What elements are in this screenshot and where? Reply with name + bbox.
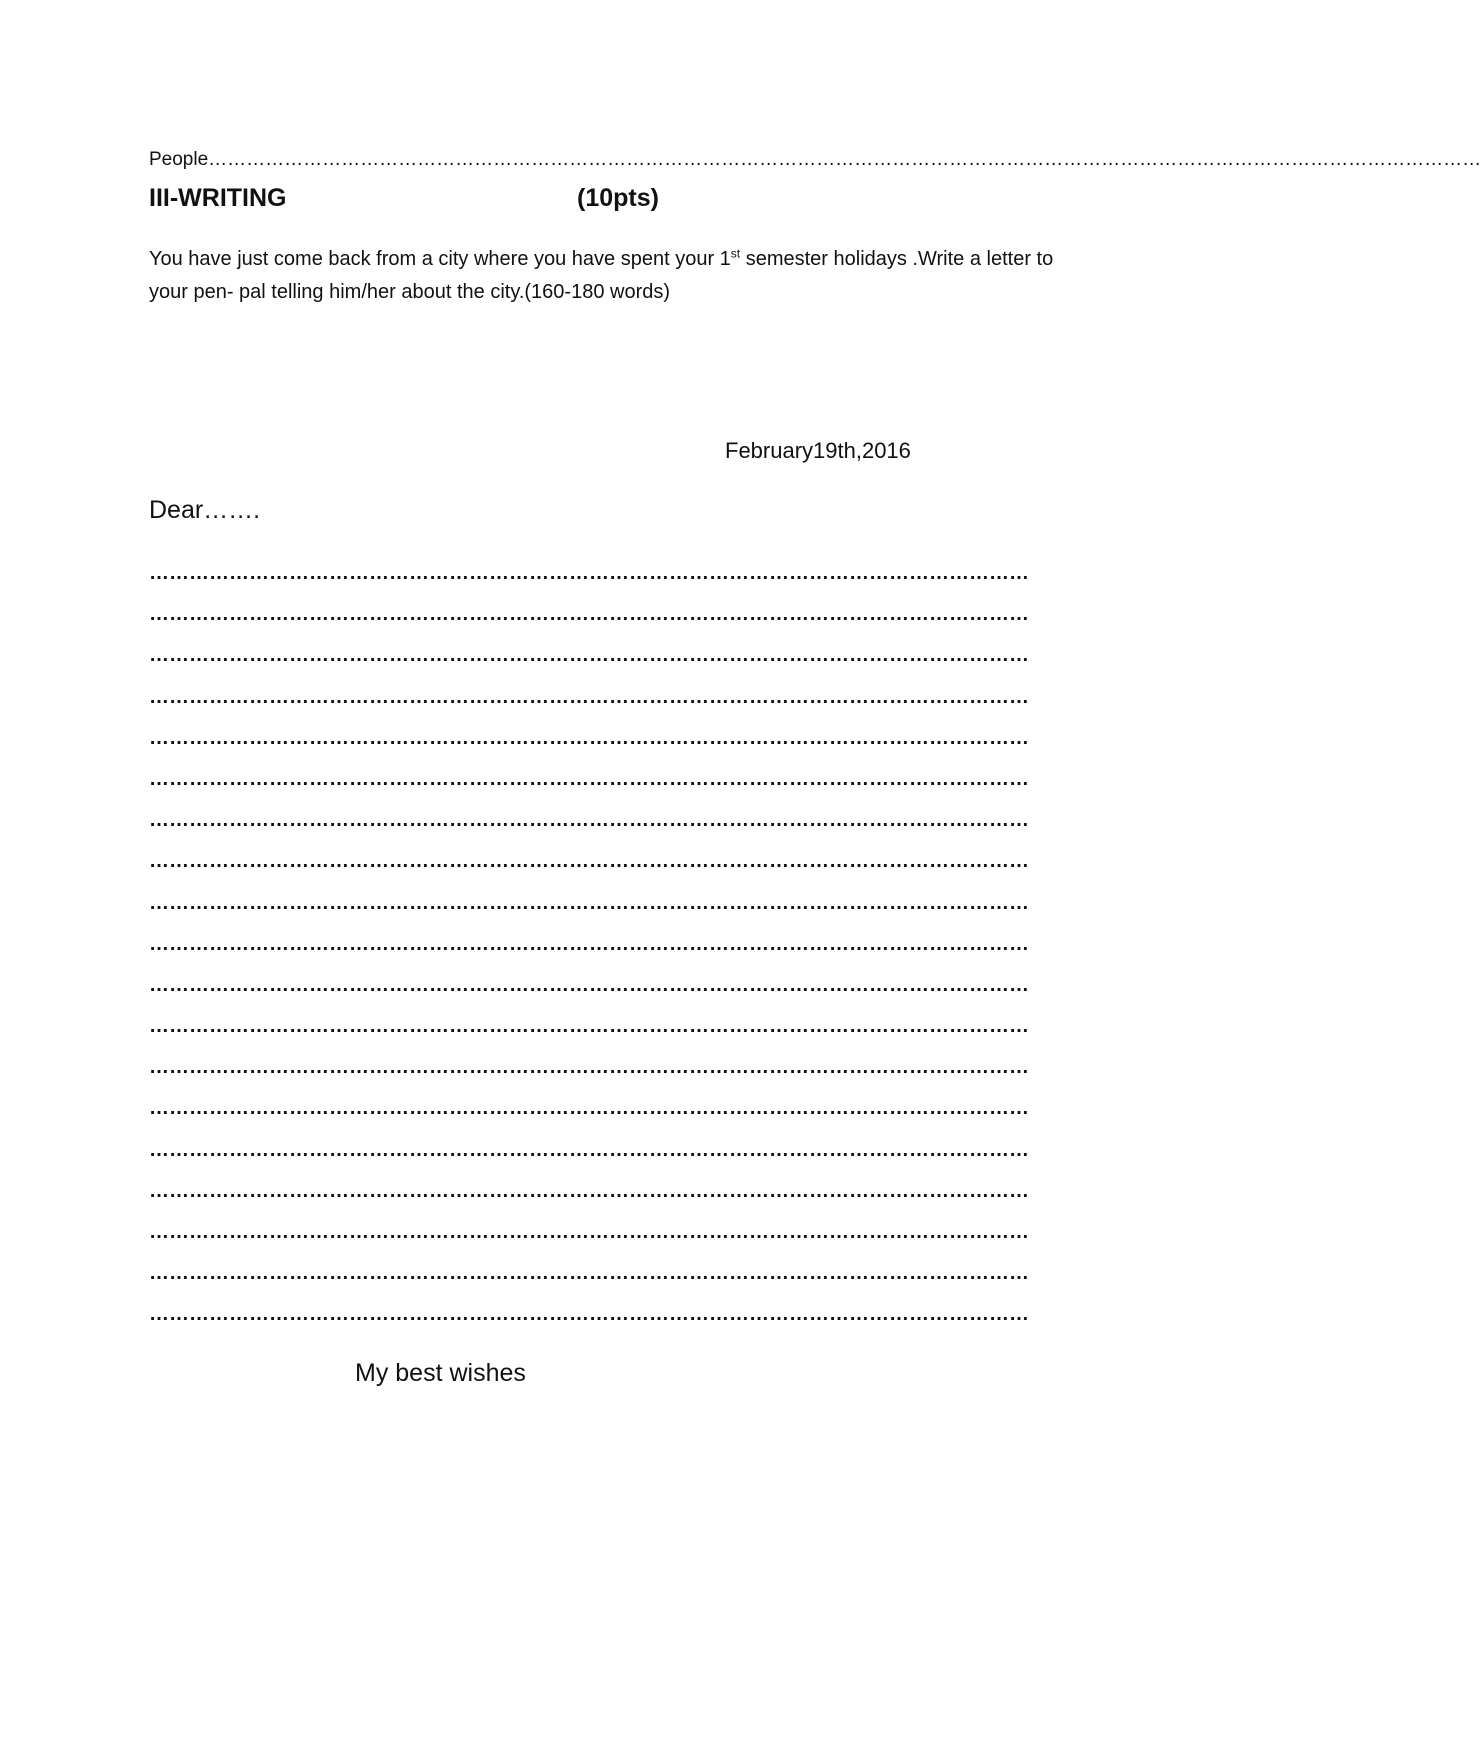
section-title: III-WRITING (149, 184, 287, 212)
writing-prompt (149, 243, 1079, 309)
letter-date: February19th,2016 (725, 438, 911, 463)
writing-line[interactable]: …………………………………………………………………………………………………………………… (149, 932, 1029, 955)
writing-line[interactable]: …………………………………………………………………………………………………………………… (149, 1056, 1029, 1079)
section-points: (10pts) (577, 184, 659, 212)
writing-line[interactable]: …………………………………………………………………………………………………………………… (149, 809, 1029, 832)
prompt-text-part2: semester holidays .Write a letter to your pen- pal telling him/her about the city.(160-180 words) (149, 248, 1054, 303)
letter-body-lines (149, 558, 1079, 1341)
writing-line[interactable]: …………………………………………………………………………………………………………………… (149, 644, 1029, 667)
writing-line[interactable]: …………………………………………………………………………………………………………………… (149, 562, 1029, 584)
writing-line[interactable]: …………………………………………………………………………………………………………………… (149, 1221, 1029, 1243)
people-dotted-blank[interactable]: ………………………………………………………………………………………………………………………………………………………………………………… (208, 149, 1481, 170)
writing-line[interactable]: …………………………………………………………………………………………………………………… (149, 1303, 1029, 1326)
writing-line[interactable]: …………………………………………………………………………………………………………………… (149, 767, 1029, 790)
writing-line[interactable]: …………………………………………………………………………………………………………………… (149, 1015, 1029, 1038)
writing-line[interactable]: …………………………………………………………………………………………………………………… (149, 685, 1029, 708)
prompt-text-part1: You have just come back from a city where you have spent your 1 (149, 248, 731, 270)
letter-closing: My best wishes (355, 1359, 526, 1387)
writing-line[interactable]: …………………………………………………………………………………………………………………… (149, 1179, 1029, 1202)
writing-line[interactable]: …………………………………………………………………………………………………………………… (149, 603, 1029, 626)
writing-line[interactable]: …………………………………………………………………………………………………………………… (149, 1138, 1029, 1161)
writing-line[interactable]: …………………………………………………………………………………………………………………… (149, 891, 1029, 914)
writing-line[interactable]: …………………………………………………………………………………………………………………… (149, 973, 1029, 996)
prompt-superscript: st (730, 246, 741, 261)
writing-line[interactable]: …………………………………………………………………………………………………………………… (149, 850, 1029, 873)
letter-salutation: Dear……. (149, 496, 261, 524)
people-label: People (149, 149, 209, 170)
writing-line[interactable]: …………………………………………………………………………………………………………………… (149, 1262, 1029, 1285)
writing-line[interactable]: …………………………………………………………………………………………………………………… (149, 726, 1029, 749)
writing-line[interactable]: …………………………………………………………………………………………………………………… (149, 1097, 1029, 1120)
people-answer-line (149, 149, 1481, 171)
